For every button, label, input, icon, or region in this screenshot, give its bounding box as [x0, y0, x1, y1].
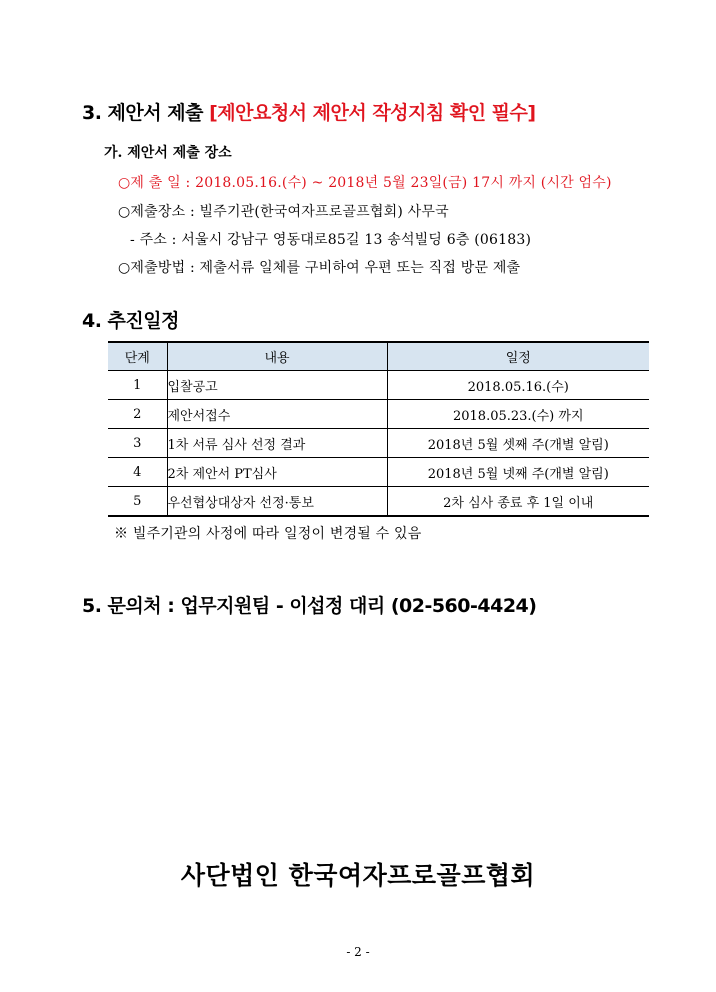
- table-row: [108, 458, 649, 487]
- section-3-subheading: 가. 제안서 제출 장소: [104, 145, 232, 161]
- stage-cell: 1: [108, 371, 167, 400]
- schedule-cell: 2018.05.23.(수) 까지: [387, 400, 649, 429]
- schedule-cell: 2018년 5월 셋째 주(개별 알림): [387, 429, 649, 458]
- content-cell: 우선협상대상자 선정·통보: [167, 487, 387, 517]
- stage-cell: 3: [108, 429, 167, 458]
- schedule-table: [108, 341, 649, 517]
- header-schedule: 일정: [387, 342, 649, 371]
- content-cell: 제안서접수: [167, 400, 387, 429]
- address-line: - 주소 : 서울시 강남구 영동대로85길 13 송석빌딩 6층 (06183): [130, 232, 532, 248]
- table-row: [108, 371, 649, 400]
- table-row: [108, 429, 649, 458]
- schedule-cell: 2차 심사 종료 후 1일 이내: [387, 487, 649, 517]
- table-header-row: [108, 342, 649, 371]
- content-cell: 입찰공고: [167, 371, 387, 400]
- schedule-note: ※ 빌주기관의 사정에 따라 일정이 변경될 수 있음: [114, 526, 422, 542]
- content-cell: 1차 서류 심사 선정 결과: [167, 429, 387, 458]
- section-5-contact: 5. 문의처 : 업무지원팀 - 이섭정 대리 (02-560-4424): [82, 595, 537, 617]
- content-cell: 2차 제안서 PT심사: [167, 458, 387, 487]
- stage-cell: 2: [108, 400, 167, 429]
- table-row: [108, 487, 649, 517]
- page-number: - 2 -: [346, 945, 370, 959]
- section-3-title: 3. 제안서 제출: [82, 102, 203, 124]
- submission-place-line: ○제출장소 : 빌주기관(한국여자프로골프협회) 사무국: [118, 204, 449, 220]
- section-4-title: 4. 추진일정: [82, 310, 179, 332]
- schedule-cell: 2018.05.16.(수): [387, 371, 649, 400]
- section-3-note: [제안요청서 제안서 작성지침 확인 필수]: [209, 102, 536, 124]
- submission-date-line: ○제 출 일 : 2018.05.16.(수) ~ 2018년 5월 23일(금) 17시 까지 (시간 엄수): [118, 175, 612, 191]
- table-row: [108, 400, 649, 429]
- header-content: 내용: [167, 342, 387, 371]
- stage-cell: 5: [108, 487, 167, 517]
- organization-name: 사단법인 한국여자프로골프협회: [180, 861, 536, 890]
- schedule-cell: 2018년 5월 넷째 주(개별 알림): [387, 458, 649, 487]
- section-3-heading: [82, 98, 536, 125]
- submission-method-line: ○제출방법 : 제출서류 일체를 구비하여 우편 또는 직접 방문 제출: [118, 260, 521, 276]
- header-stage: 단계: [108, 342, 167, 371]
- stage-cell: 4: [108, 458, 167, 487]
